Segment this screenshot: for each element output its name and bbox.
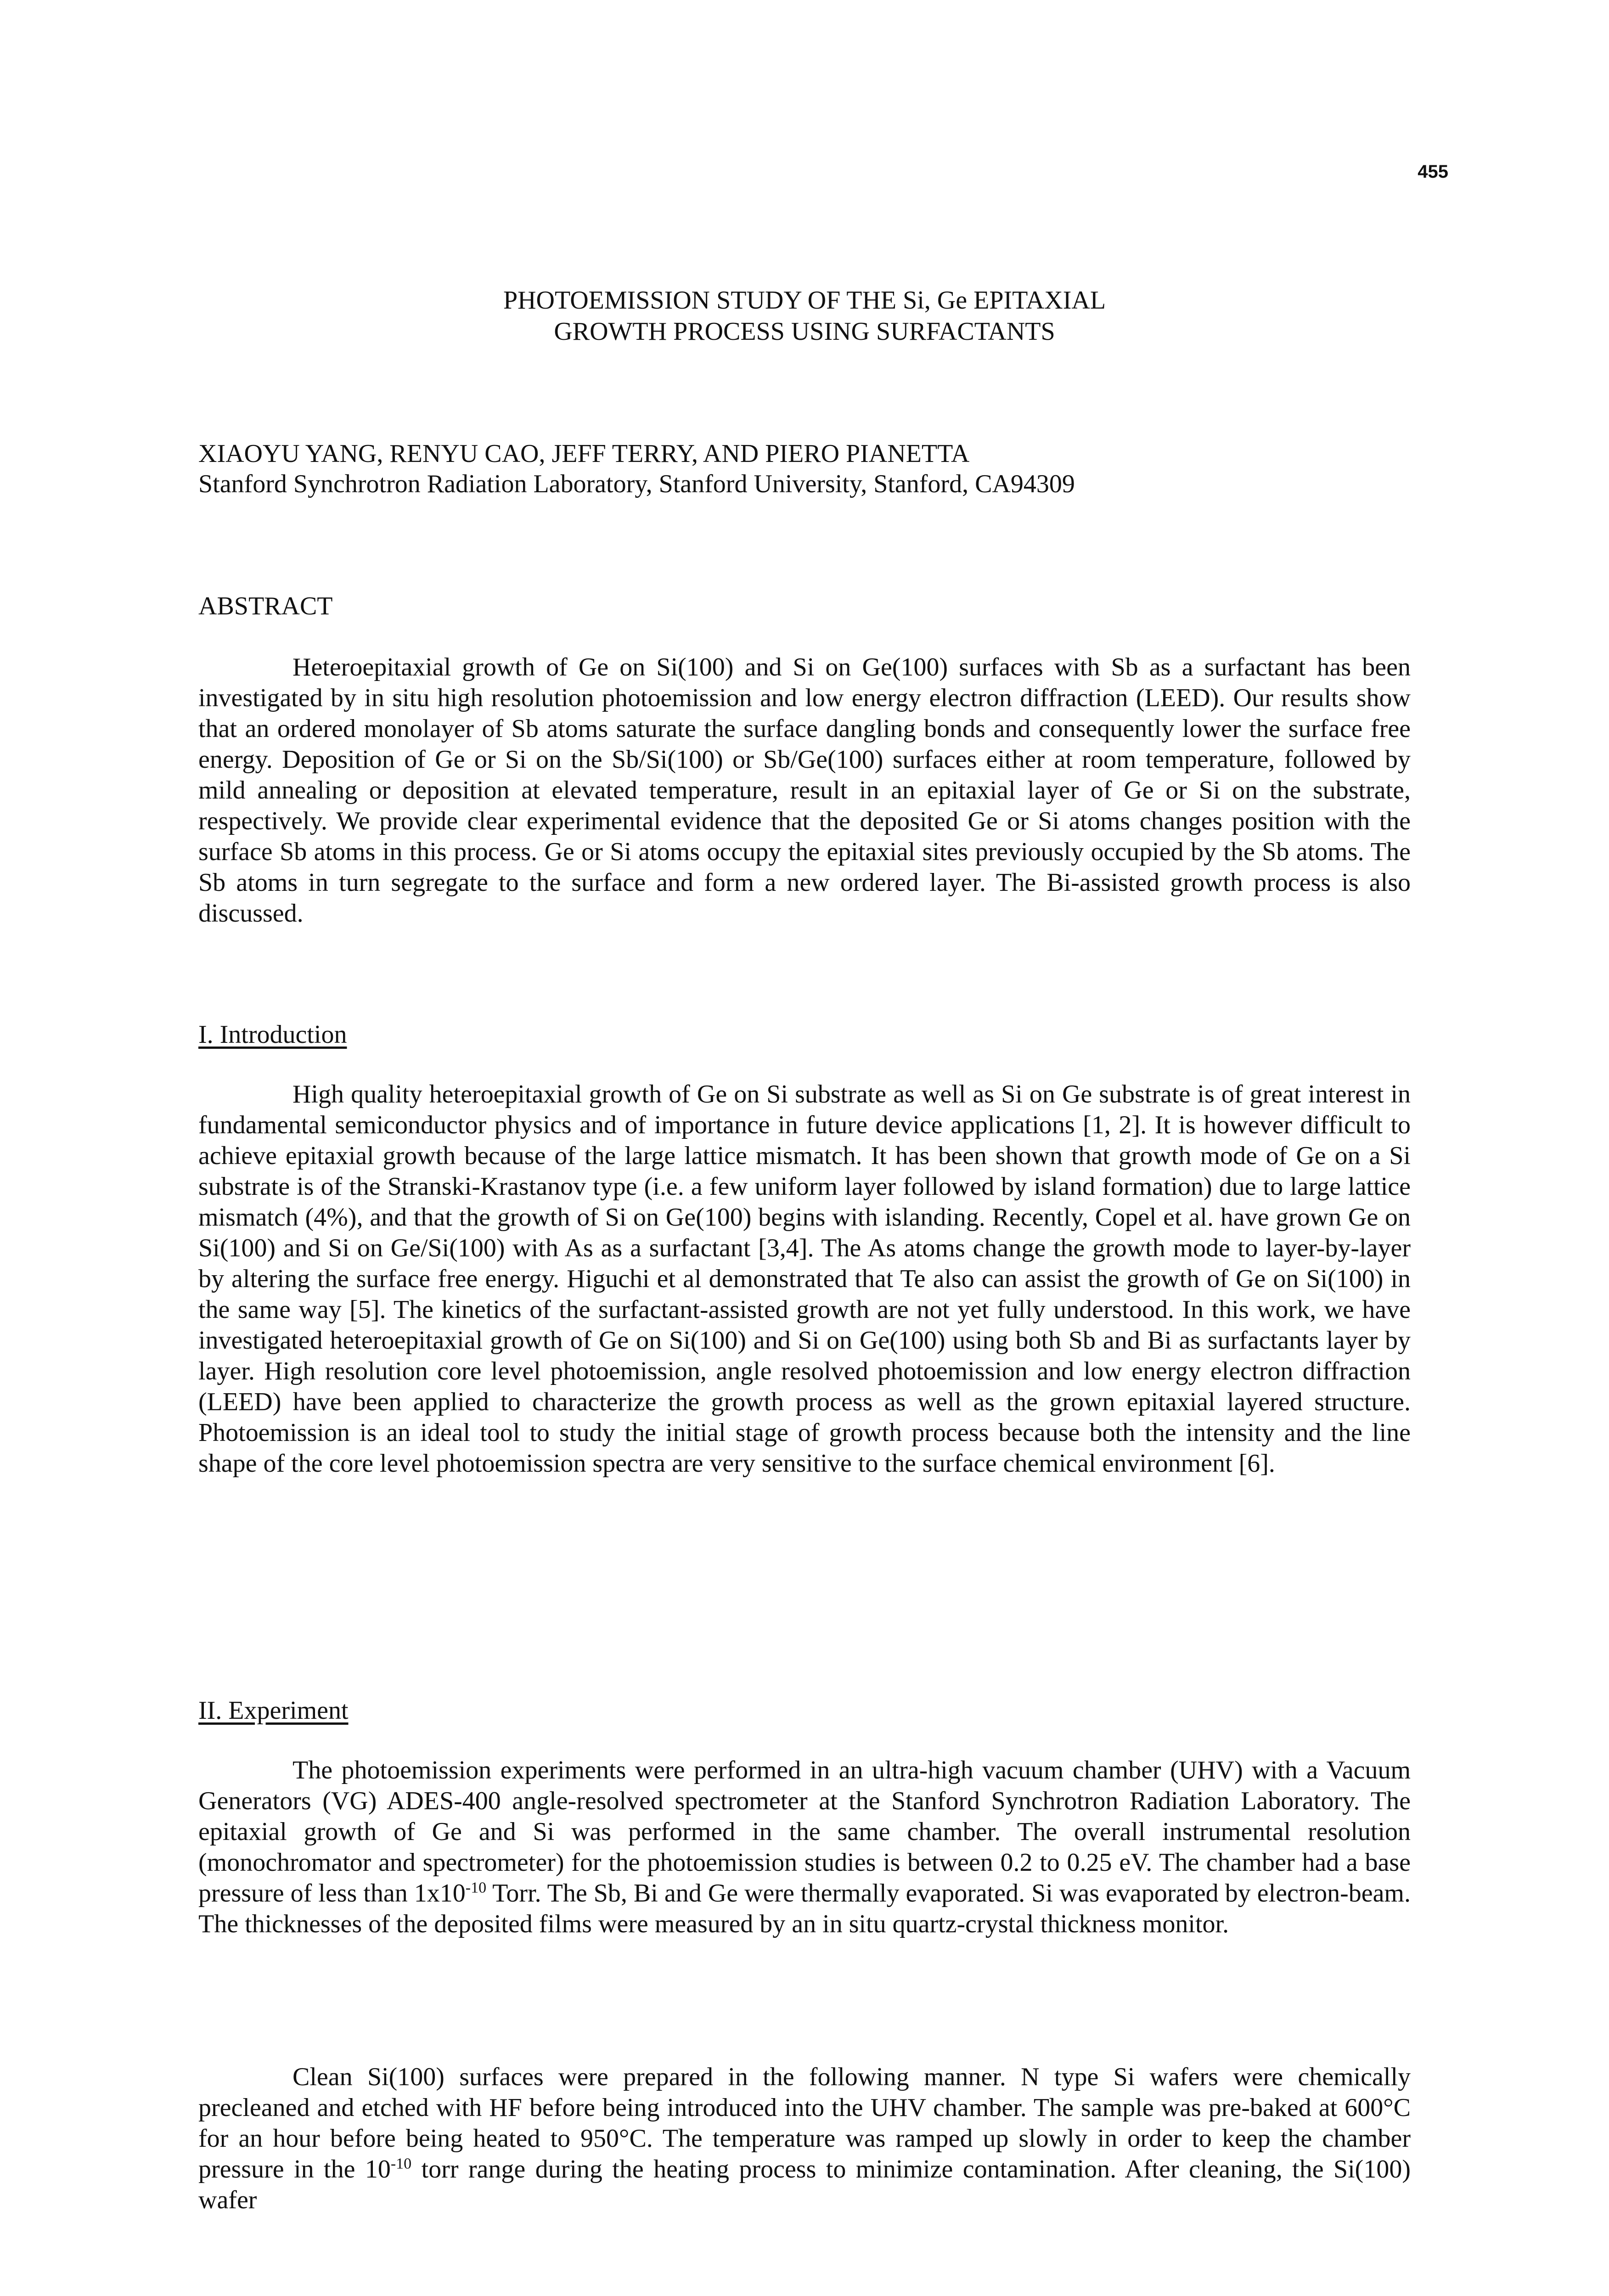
experiment-heading: II. Experiment <box>198 1696 349 1725</box>
experiment-p1-text-b: Torr. The Sb, Bi and Ge were thermally evaporated. Si was evaporated by electron-beam. The thicknesses of the deposited films were measured by an in situ quartz-crystal thickness monitor. <box>198 1879 1411 1938</box>
author-affiliation: Stanford Synchrotron Radiation Laboratory, Stanford University, Stanford, CA94309 <box>198 470 1075 498</box>
abstract-text: Heteroepitaxial growth of Ge on Si(100) and Si on Ge(100) surfaces with Sb as a surfactant has been investigated by in situ high resolution photoemission and low energy electron diffraction (LEED). Our results show that an ordered monolayer of Sb atoms saturate the surface dangling bonds and consequently lower the surface free energy. Deposition of Ge or Si on the Sb/Si(100) or Sb/Ge(100) surfaces either at room temperature, followed by mild annealing or deposition at elevated temperature, result in an epitaxial layer of Ge or Si on the substrate, respectively. We provide clear experimental evidence that the deposited Ge or Si atoms changes position with the surface Sb atoms in this process. Ge or Si atoms occupy the epitaxial sites previously occupied by the Sb atoms. The Sb atoms in turn segregate to the surface and form a new ordered layer. The Bi-assisted growth process is also discussed. <box>198 653 1411 928</box>
pressure-exponent-2: -10 <box>390 2155 412 2172</box>
introduction-text: High quality heteroepitaxial growth of Ge on Si substrate as well as Si on Ge substrate is of great interest in fundamental semiconductor physics and of importance in future device applications [1, 2]. It is however difficult to achieve epitaxial growth because of the large lattice mismatch. It has been shown that growth mode of Ge on a Si substrate is of the Stranski-Krastanov type (i.e. a few uniform layer followed by island formation) due to large lattice mismatch (4%), and that the growth of Si on Ge(100) begins with islanding. Recently, Copel et al. have grown Ge on Si(100) and Si on Ge/Si(100) with As as a surfactant [3,4]. The As atoms change the growth mode to layer-by-layer by altering the surface free energy. Higuchi et al demonstrated that Te also can assist the growth of Ge on Si(100) in the same way [5]. The kinetics of the surfactant-assisted growth are not yet fully understood. In this work, we have investigated heteroepitaxial growth of Ge on Si(100) and Si on Ge(100) using both Sb and Bi as surfactants layer by layer. High resolution core level photoemission, angle resolved photoemission and low energy electron diffraction (LEED) have been applied to characterize the growth process as well as the grown epitaxial layered structure. Photoemission is an ideal tool to study the initial stage of growth process because both the intensity and the line shape of the core level photoemission spectra are very sensitive to the surface chemical environment [6]. <box>198 1080 1411 1478</box>
experiment-paragraph-2 <box>198 2062 1411 2216</box>
experiment-paragraph-1 <box>198 1755 1411 1940</box>
experiment-p1-text-a: The photoemission experiments were performed in an ultra-high vacuum chamber (UHV) with a Vacuum Generators (VG) ADES-400 angle-resolved spectrometer at the Stanford Synchrotron Radiation Laboratory. The epitaxial growth of Ge and Si was performed in the same chamber. The overall instrumental resolution (monochromator and spectrometer) for the photoemission studies is between 0.2 to 0.25 eV. The chamber had a base pressure of less than 1x10 <box>198 1756 1411 1908</box>
experiment-p2-text-a: Clean Si(100) surfaces were prepared in the following manner. N type Si wafers were chemically precleaned and etched with HF before being introduced into the UHV chamber. The sample was pre-baked at 600°C for an hour before being heated to 950°C. The temperature was ramped up slowly in order to keep the chamber pressure in the 10 <box>198 2063 1411 2183</box>
title-line-1: PHOTOEMISSION STUDY OF THE Si, Ge EPITAXIAL <box>503 286 1106 315</box>
paper-title <box>0 285 1609 347</box>
pressure-exponent-1: -10 <box>465 1879 487 1896</box>
introduction-heading: I. Introduction <box>198 1020 347 1049</box>
abstract-heading: ABSTRACT <box>198 592 333 620</box>
author-list: XIAOYU YANG, RENYU CAO, JEFF TERRY, AND PIERO PIANETTA <box>198 439 970 468</box>
page-number: 455 <box>1418 162 1448 182</box>
experiment-p2-text-b: torr range during the heating process to minimize contamination. After cleaning, the Si(100) wafer <box>198 2155 1411 2214</box>
title-line-2: GROWTH PROCESS USING SURFACTANTS <box>554 317 1055 346</box>
